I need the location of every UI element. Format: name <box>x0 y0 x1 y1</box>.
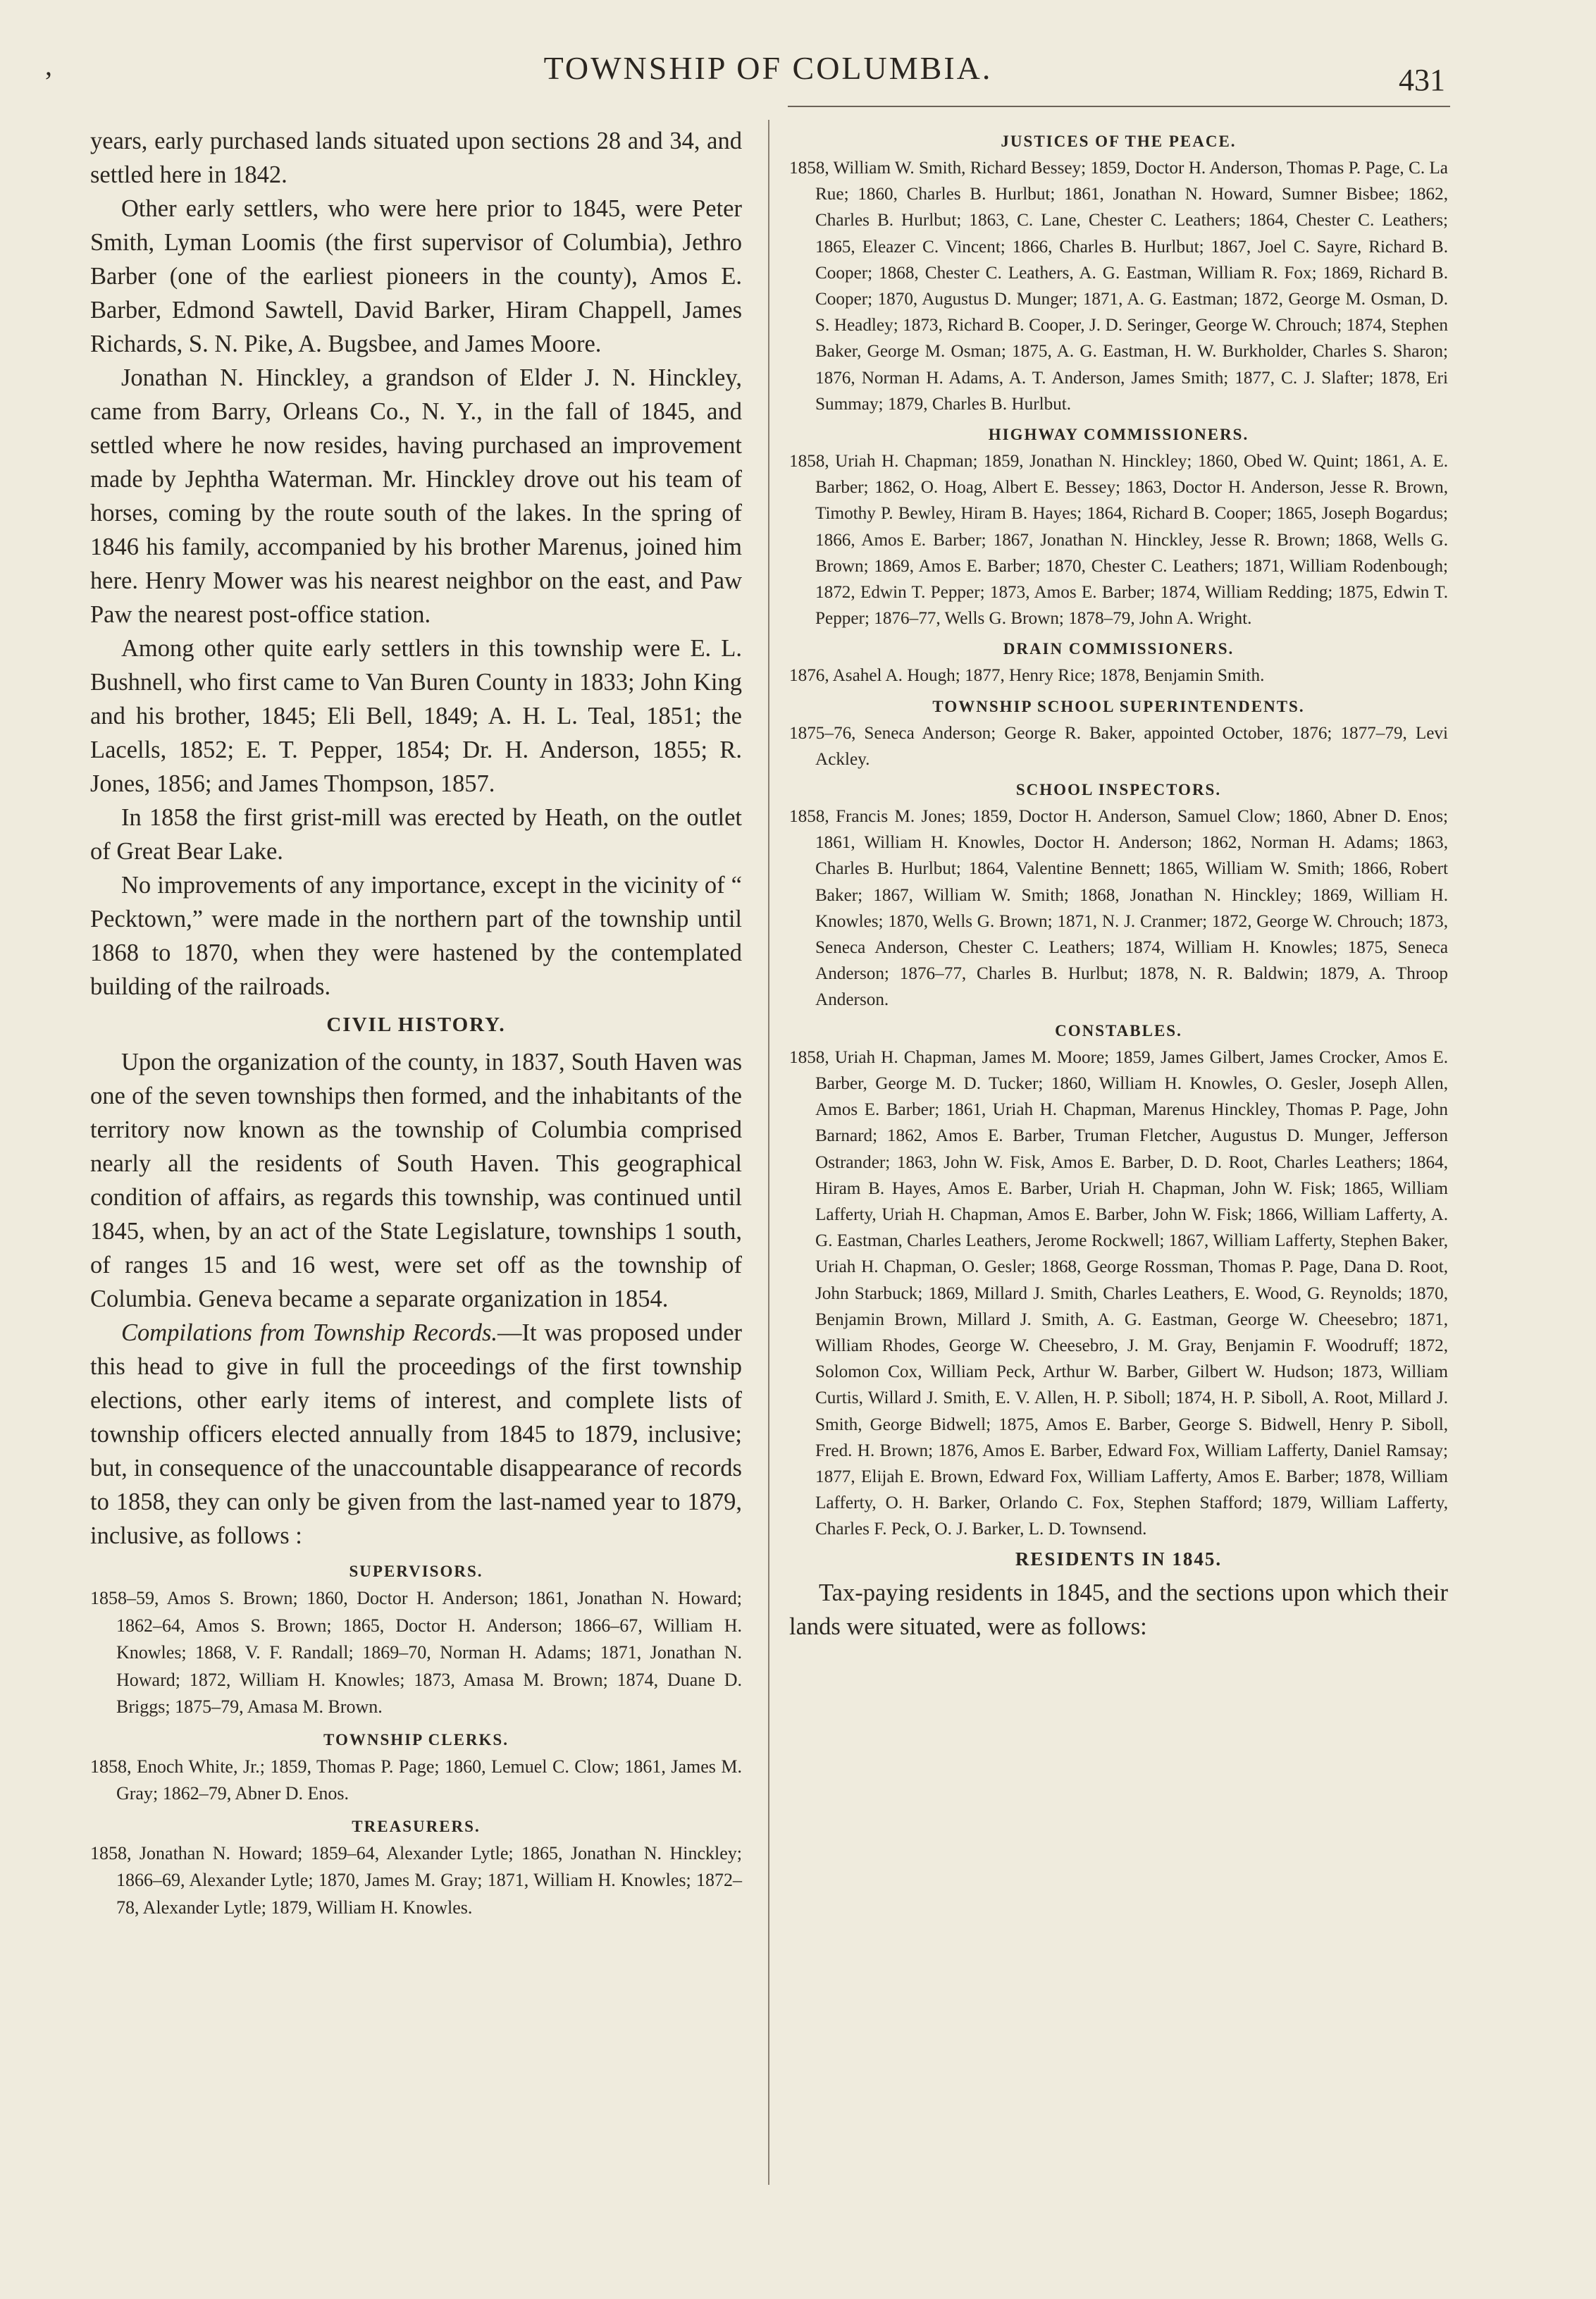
header-rule <box>788 106 1450 107</box>
paragraph: No improvements of any importance, except in the vicinity of “ Pecktown,” were made in the northern part of the township until 1868 to 1870, when they were hastened by the contemplated building of the railroads. <box>90 872 742 1000</box>
justices-list: 1858, William W. Smith, Richard Bessey; 1859, Doctor H. Anderson, Thomas P. Page, C. La Rue; 1860, Charles B. Hurlbut; 1861, Jonathan N. Howard, Sumner Bisbee; 1862, Charles B. Hurlbut; 1863, C. Lane, Chester C. Leathers; 1864, Chester C. Leathers; 1865, Eleazer C. Vincent; 1866, Charles B. Hurlbut; 1867, Joel C. Sayre, Richard B. Cooper; 1868, Chester C. Leathers, A. G. Eastman, William R. Fox; 1869, Richard B. Cooper; 1870, Augustus D. Munger; 1871, A. G. Eastman; 1872, George M. Osman, D. S. Headley; 1873, Richard B. Cooper, J. D. Seringer, George W. Chrouch; 1874, Stephen Baker, George M. Osman; 1875, A. G. Eastman, H. W. Burkholder, Charles S. Sharon; 1876, Norman H. Adams, A. T. Anderson, James Smith; 1877, C. J. Slafter; 1878, Eri Summay; 1879, Charles B. Hurlbut. <box>789 159 1448 414</box>
page-number: 431 <box>1399 63 1445 97</box>
school-inspectors-list: 1858, Francis M. Jones; 1859, Doctor H. Anderson, Samuel Clow; 1860, Abner D. Enos; 1861, William H. Knowles, Doctor H. Anderson; 1862, Norman H. Adams; 1863, Charles B. Hurlbut; 1864, Valentine Bennett; 1865, William W. Smith; 1866, Robert Baker; 1867, William W. Smith; 1868, Jonathan N. Hinckley; 1869, William H. Knowles; 1870, Wells G. Brown; 1871, N. J. Cranmer; 1872, George W. Chrouch; 1873, Seneca Anderson, Chester C. Leathers; 1874, William H. Knowles; 1875, Seneca Anderson; 1876–77, Charles B. Hurlbut; 1878, N. R. Baldwin; 1879, A. Throop Anderson. <box>789 807 1448 1010</box>
civil-history-paragraph: Upon the organization of the county, in 1837, South Haven was one of the seven townships then formed, and the inhabitants of the territory now known as the township of Columbia comprised nearly all the residents of South Haven. This geographical condition of affairs, as regards this township, was continued until 1845, when, by an act of the State Legislature, townships 1 south, of ranges 15 and 16 west, were set off as the township of Columbia. Geneva became a separate organization in 1854. <box>90 1049 742 1312</box>
residents-intro: Tax-paying residents in 1845, and the sections upon which their lands were situated, were as follows: <box>789 1579 1448 1640</box>
compilations-paragraph <box>90 1316 742 1553</box>
school-inspectors-heading: SCHOOL INSPECTORS. <box>1015 781 1222 799</box>
margin-mark: ’ <box>44 66 54 97</box>
drain-commissioners-list: 1876, Asahel A. Hough; 1877, Henry Rice; 1878, Benjamin Smith. <box>789 666 1265 686</box>
highway-commissioners-heading: HIGHWAY COMMISSIONERS. <box>988 426 1249 444</box>
supervisors-heading: SUPERVISORS. <box>349 1563 483 1580</box>
township-clerks-heading: TOWNSHIP CLERKS. <box>323 1730 509 1749</box>
compilations-label: Compilations from Township Records. <box>121 1319 498 1346</box>
running-title: TOWNSHIP OF COLUMBIA. <box>543 50 993 86</box>
justices-heading: JUSTICES OF THE PEACE. <box>1001 132 1237 150</box>
left-column <box>90 124 742 1921</box>
school-superintendents-list: 1875–76, Seneca Anderson; George R. Baker, appointed October, 1876; 1877–79, Levi Ackley. <box>789 723 1448 769</box>
constables-list: 1858, Uriah H. Chapman, James M. Moore; 1859, James Gilbert, James Crocker, Amos E. Barber, George M. D. Tucker; 1860, William H. Knowles, O. Gesler, Joseph Allen, Amos E. Barber; 1861, Uriah H. Chapman, Marenus Hinckley, Thomas P. Page, John Barnard; 1862, Amos E. Barber, Truman Fletcher, Augustus D. Munger, Jefferson Ostrander; 1863, John W. Fisk, Amos E. Barber, D. D. Root, Charles Leathers; 1864, Hiram B. Hayes, Amos E. Barber, Uriah H. Chapman, John W. Fisk; 1865, William Lafferty, Uriah H. Chapman, Amos E. Barber, John W. Fisk; 1866, William Lafferty, A. G. Eastman, Charles Leathers, Jerome Rockwell; 1867, William Lafferty, Stephen Baker, Uriah H. Chapman, O. Gesler; 1868, George Rossman, Thomas P. Page, Dana D. Root, John Starbuck; 1869, Millard J. Smith, Charles Leathers, E. Wood, G. Reynolds; 1870, Benjamin Brown, Millard J. Smith, A. G. Eastman, George W. Cheesebro; 1871, William Rhodes, George W. Cheesebro, J. M. Gray, Benjamin F. Woodruff; 1872, Solomon Cox, William Peck, Arthur W. Barber, Gilbert W. Hudson; 1873, William Curtis, Willard J. Smith, E. V. Allen, H. P. Siboll; 1874, H. P. Siboll, A. Root, Millard J. Smith, George Bidwell; 1875, Amos E. Barber, George S. Bidwell, Henry P. Siboll, Fred. H. Brown; 1876, Amos E. Barber, Edward Fox, William Lafferty, Daniel Ramsay; 1877, Elijah E. Brown, Edward Fox, William Lafferty, Amos E. Barber; 1878, William Lafferty, O. H. Barker, Orlando C. Fox, Stephen Stafford; 1879, William Lafferty, Charles F. Peck, O. J. Barker, L. D. Townsend. <box>789 1047 1448 1539</box>
township-clerks-list: 1858, Enoch White, Jr.; 1859, Thomas P. Page; 1860, Lemuel C. Clow; 1861, James M. Gray; 1862–79, Abner D. Enos. <box>90 1756 742 1804</box>
drain-commissioners-heading: DRAIN COMMISSIONERS. <box>1003 640 1235 658</box>
officer-lists-left <box>90 1563 742 1921</box>
paragraph: Other early settlers, who were here prior to 1845, were Peter Smith, Lyman Loomis (the first supervisor of Columbia), Jethro Barber (one of the earliest pioneers in the county), Amos E. Barber, Edmond Sawtell, David Barker, Hiram Chappell, James Richards, S. N. Pike, A. Bugsbee, and James Moore. <box>90 195 742 357</box>
compilations-text: —It was proposed under this head to give in full the proceedings of the first township elections, other early items of interest, and complete lists of township officers elected annually from 1845 to 1879, inclusive; but, in consequence of the unaccountable disappearance of records to 1858, they can only be given from the last-named year to 1879, inclusive, as follows : <box>90 1319 742 1549</box>
paragraph: Among other quite early settlers in this township were E. L. Bushnell, who first came to Van Buren County in 1833; John King and his brother, 1845; Eli Bell, 1849; A. H. L. Teal, 1851; the Lacells, 1852; E. T. Pepper, 1854; Dr. H. Anderson, 1855; R. Jones, 1856; and James Thompson, 1857. <box>90 635 742 797</box>
paragraph: In 1858 the first grist-mill was erected by Heath, on the outlet of Great Bear Lake. <box>90 804 742 865</box>
residents-section <box>789 1548 1448 1644</box>
column-divider <box>768 120 769 2185</box>
page-header <box>0 44 1596 97</box>
right-column <box>789 132 1448 1644</box>
paragraph: years, early purchased lands situated upon sections 28 and 34, and settled here in 1842. <box>90 128 742 188</box>
supervisors-list: 1858–59, Amos S. Brown; 1860, Doctor H. Anderson; 1861, Jonathan N. Howard; 1862–64, Amos S. Brown; 1865, Doctor H. Anderson; 1866–67, William H. Knowles; 1868, V. F. Randall; 1869–70, Norman H. Adams; 1871, Jonathan N. Howard; 1872, William H. Knowles; 1873, Amasa M. Brown; 1874, Duane D. Briggs; 1875–79, Amasa M. Brown. <box>90 1588 742 1717</box>
officer-lists-right <box>789 132 1448 1543</box>
constables-heading: CONSTABLES. <box>1055 1021 1182 1040</box>
paragraph: Jonathan N. Hinckley, a grandson of Elder J. N. Hinckley, came from Barry, Orleans Co., N. Y., in the fall of 1845, and settled where he now resides, having purchased an improvement made by Jephtha Waterman. Mr. Hinckley drove out his team of horses, coming by the route south of the lakes. In the spring of 1846 his family, accompanied by his brother Marenus, joined him here. Henry Mower was his nearest neighbor on the east, and Paw Paw the nearest post-office station. <box>90 364 742 628</box>
treasurers-heading: TREASURERS. <box>352 1817 481 1835</box>
school-superintendents-heading: TOWNSHIP SCHOOL SUPERINTENDENTS. <box>932 697 1305 715</box>
residents-heading: RESIDENTS IN 1845. <box>1015 1548 1223 1570</box>
highway-commissioners-list: 1858, Uriah H. Chapman; 1859, Jonathan N. Hinckley; 1860, Obed W. Quint; 1861, A. E. Barber; 1862, O. Hoag, Albert E. Bessey; 1863, Doctor H. Anderson, Jesse R. Brown, Timothy P. Bewley, Hiram B. Hayes; 1864, Richard B. Cooper; 1865, Joseph Bogardus; 1866, Amos E. Barber; 1867, Jonathan N. Hinckley, Jesse R. Brown; 1868, Wells G. Brown; 1869, Amos E. Barber; 1870, Chester C. Leathers; 1871, William Rodenbough; 1872, Edwin T. Pepper; 1873, Amos E. Barber; 1874, William Redding; 1875, Edwin T. Pepper; 1876–77, Wells G. Brown; 1878–79, John A. Wright. <box>789 452 1448 629</box>
treasurers-list: 1858, Jonathan N. Howard; 1859–64, Alexander Lytle; 1865, Jonathan N. Hinckley; 1866–69, Alexander Lytle; 1870, James M. Gray; 1871, William H. Knowles; 1872–78, Alexander Lytle; 1879, William H. Knowles. <box>90 1842 742 1918</box>
civil-history-heading: CIVIL HISTORY. <box>326 1013 506 1036</box>
settlement-prose <box>90 124 742 1553</box>
